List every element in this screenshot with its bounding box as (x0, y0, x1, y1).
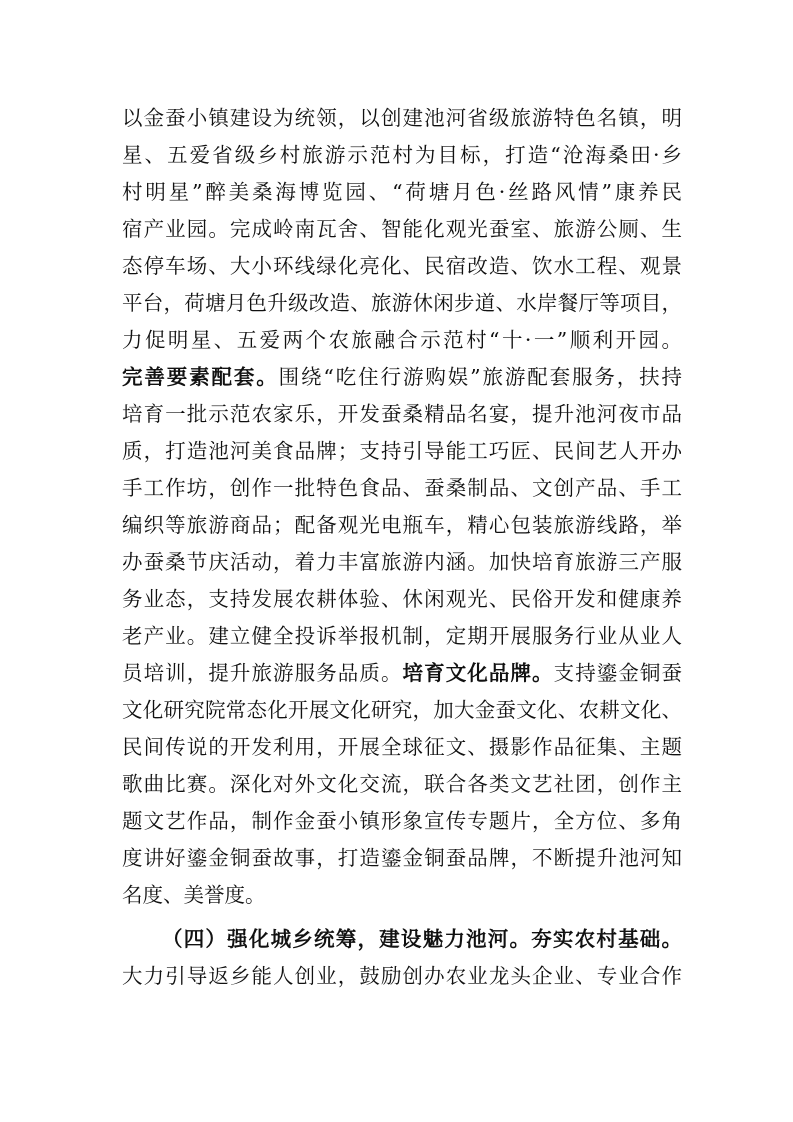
text-line: 度讲好鎏金铜蚕故事，打造鎏金铜蚕品牌，不断提升池河知 (122, 846, 682, 870)
text-line: 办蚕桑节庆活动，着力丰富旅游内涵。加快培育旅游三产服 (122, 550, 682, 574)
text-span: 支持鎏金铜蚕 (553, 661, 683, 685)
section-heading-inline: 完善要素配套。 (122, 365, 279, 389)
text-line: 务业态，支持发展农耕体验、休闲观光、民俗开发和健康养 (122, 587, 682, 611)
section-heading: （四）强化城乡统筹，建设魅力池河。夯实农村基础。 (162, 927, 682, 951)
text-line: 编织等旅游商品；配备观光电瓶车，精心包装旅游线路，举 (122, 513, 682, 537)
text-line: 星、五爱省级乡村旅游示范村为目标，打造“沧海桑田·乡 (122, 143, 682, 167)
text-line: 手工作坊，创作一批特色食品、蚕桑制品、文创产品、手工 (122, 476, 682, 500)
section-heading-inline: 培育文化品牌。 (402, 661, 554, 685)
text-line: 歌曲比赛。深化对外文化交流，联合各类文艺社团，创作主 (122, 772, 682, 796)
text-line: 培育一批示范农家乐，开发蚕桑精品名宴，提升池河夜市品 (122, 402, 682, 426)
text-span: 围绕“吃住行游购娱”旅游配套服务，扶持 (278, 365, 682, 389)
text-line: 态停车场、大小环线绿化亮化、民宿改造、饮水工程、观景 (122, 254, 682, 278)
text-line: 名度、美誉度。 (122, 883, 266, 907)
text-line: 质，打造池河美食品牌；支持引导能工巧匠、民间艺人开办 (122, 439, 682, 463)
text-line: 民间传说的开发利用，开展全球征文、摄影作品征集、主题 (122, 735, 682, 759)
text-line: 大力引导返乡能人创业，鼓励创办农业龙头企业、专业合作 (122, 964, 682, 988)
text-line (122, 361, 682, 393)
text-line (122, 657, 682, 689)
text-line: 老产业。建立健全投诉举报机制，定期开展服务行业从业人 (122, 624, 682, 648)
text-line: 力促明星、五爱两个农旅融合示范村“十·一”顺利开园。 (122, 328, 682, 352)
text-line: 村明星”醉美桑海博览园、“荷塘月色·丝路风情”康养民 (122, 180, 682, 204)
text-line: 平台，荷塘月色升级改造、旅游休闲步道、水岸餐厅等项目， (122, 291, 682, 315)
text-line: 文化研究院常态化开展文化研究，加大金蚕文化、农耕文化、 (122, 698, 682, 722)
text-line: 以金蚕小镇建设为统领，以创建池河省级旅游特色名镇，明 (122, 106, 682, 130)
text-line: 宿产业园。完成岭南瓦舍、智能化观光蚕室、旅游公厕、生 (122, 217, 682, 241)
text-line: 题文艺作品，制作金蚕小镇形象宣传专题片，全方位、多角 (122, 809, 682, 833)
text-span: 员培训，提升旅游服务品质。 (122, 661, 403, 685)
